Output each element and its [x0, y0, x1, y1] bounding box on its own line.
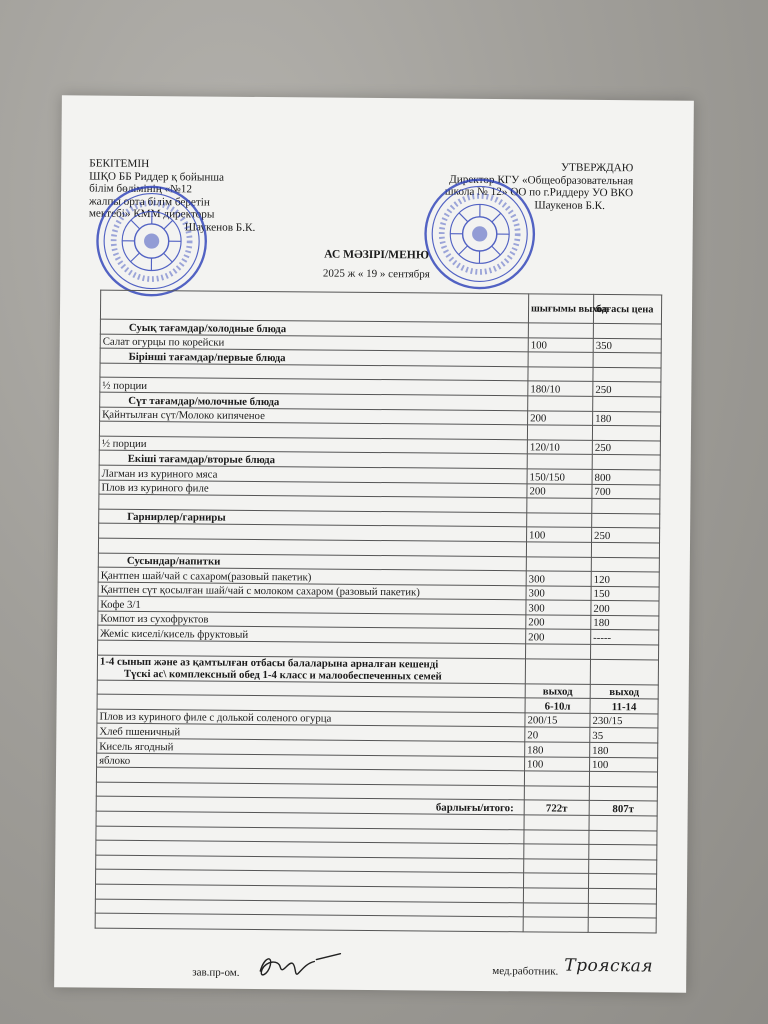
approval-left-signer: Шаукенов Б.К.	[184, 221, 256, 234]
menu-document	[54, 95, 694, 992]
approval-left-line: мектебі» КММ директоры	[88, 207, 215, 221]
dish-price	[592, 499, 660, 514]
official-seal-left	[94, 184, 209, 299]
empty-cell	[524, 859, 589, 874]
dish-name: Қантпен шай/чай с сахаром(разовый пакетик)	[98, 567, 526, 585]
complex-output-young: 200/15	[525, 713, 590, 728]
approval-right-signer: Шаукенов Б.К.	[534, 199, 606, 212]
dish-price	[591, 557, 659, 572]
dish-output: 300	[526, 600, 591, 615]
medical-worker-signature: Трояская	[564, 955, 654, 977]
dish-price: 350	[593, 338, 661, 353]
dish-output	[528, 323, 593, 338]
complex-lunch-title-line: 1-4 сынып және аз қамтылған отбасы балаларына арналған кешенді	[99, 655, 439, 671]
dish-price: 800	[592, 469, 660, 484]
kitchen-head-label: зав.пр-ом.	[192, 966, 240, 979]
empty-cell	[524, 844, 589, 859]
empty-cell	[524, 815, 589, 830]
complex-output-young: 180	[525, 742, 590, 757]
dish-price	[592, 455, 660, 470]
dish-output: 300	[526, 571, 591, 586]
dish-output	[526, 542, 591, 557]
dish-output: 150/150	[527, 469, 592, 484]
dish-name: Кофе 3/1	[98, 596, 526, 614]
dish-output: 200	[526, 629, 591, 644]
complex-output-older: 100	[590, 757, 658, 772]
category-name: Екіші тағамдар/вторые блюда	[99, 450, 527, 468]
complex-output-older: 180	[590, 742, 658, 757]
complex-dish-name: яблоко	[97, 753, 525, 771]
dish-price	[592, 426, 660, 441]
category-name: Сүт тағамдар/молочные блюда	[100, 392, 528, 410]
dish-price: 120	[591, 571, 659, 586]
dish-price: 250	[592, 440, 660, 455]
dish-price	[591, 644, 659, 659]
dish-price	[593, 353, 661, 368]
dish-name: Қайнтылған сүт/Молоко кипяченое	[100, 407, 528, 425]
approval-left-line: ШҚО ББ Риддер қ бойынша	[89, 170, 225, 184]
medical-worker-label: мед.работник.	[492, 965, 559, 978]
empty-cell	[589, 859, 657, 874]
empty-cell	[588, 918, 656, 933]
dish-price: 700	[592, 484, 660, 499]
empty-cell	[590, 659, 658, 685]
empty-cell	[523, 902, 588, 917]
dish-name: ½ порции	[100, 377, 528, 395]
menu-date: 2025 ж « 19 » сентября	[322, 267, 430, 281]
dish-price: 150	[591, 586, 659, 601]
column-header-output: шығымы выход	[528, 294, 593, 324]
total-label: барлығы/итого:	[96, 796, 524, 814]
dish-output: 300	[526, 586, 591, 601]
complex-lunch-title-line: Түскі ас\ комплексный обед 1-4 класс и малообеспеченных семей	[123, 667, 442, 683]
complex-output-young: 20	[525, 727, 590, 742]
total-young: 722т	[524, 800, 589, 815]
approval-left-line: жалпы орта білім беретін	[88, 195, 210, 209]
dish-output	[527, 513, 592, 528]
complex-output-young	[524, 771, 589, 786]
dish-price	[593, 323, 661, 338]
kitchen-head-signature	[254, 949, 344, 984]
empty-cell	[523, 917, 588, 932]
dish-price: 180	[593, 411, 661, 426]
age-group-label: 6-10л	[525, 698, 590, 713]
dish-output	[526, 644, 591, 659]
complex-output-young	[524, 786, 589, 801]
age-group-label: 11-14	[590, 699, 658, 714]
column-header-price: бағасы цена	[593, 294, 661, 324]
complex-output-older: 230/15	[590, 713, 658, 728]
dish-price: -----	[591, 630, 659, 645]
dish-output	[528, 352, 593, 367]
category-name: Суық тағамдар/холодные блюда	[100, 319, 528, 337]
dish-output	[527, 498, 592, 513]
dish-output	[528, 367, 593, 382]
empty-cell	[95, 913, 523, 931]
dish-output: 200	[527, 483, 592, 498]
approval-right-line: школа № 12» ОО по г.Риддеру УО ВКО	[444, 185, 634, 200]
menu-title: АС МӘЗІРІ/МЕНЮ	[324, 247, 429, 262]
category-name: Сусындар/напитки	[98, 553, 526, 571]
dish-output	[526, 556, 591, 571]
complex-dish-name: Хлеб пшеничный	[97, 724, 525, 742]
dish-output	[528, 396, 593, 411]
empty-cell	[588, 888, 656, 903]
dish-name: Салат огурцы по корейски	[100, 334, 528, 352]
dish-name: Қантпен сүт қосылған шай/чай с молоком сахаром (разовый пакетик)	[98, 582, 526, 600]
complex-output-older	[589, 786, 657, 801]
complex-header-output: выход	[525, 683, 590, 698]
empty-cell	[525, 658, 590, 684]
dish-name: Жеміс киселі/кисель фруктовый	[98, 626, 526, 644]
approval-right-line: Директор КГУ «Общеобразовательная	[449, 173, 634, 187]
category-name: Гарнирлер/гарниры	[99, 509, 527, 527]
dish-output	[527, 425, 592, 440]
dish-price: 180	[591, 615, 659, 630]
menu-table	[95, 290, 663, 934]
dish-output: 200	[528, 410, 593, 425]
empty-cell	[524, 829, 589, 844]
approval-left-line: БЕКІТЕМІН	[89, 157, 150, 171]
complex-header-output: выход	[590, 684, 658, 699]
dish-price	[592, 513, 660, 528]
column-header-dish	[100, 290, 528, 323]
empty-cell	[589, 830, 657, 845]
complex-lunch-title	[97, 655, 525, 684]
dish-output: 200	[526, 615, 591, 630]
dish-price	[593, 367, 661, 382]
dish-output: 100	[528, 337, 593, 352]
category-name: Бірінші тағамдар/первые блюда	[100, 348, 528, 366]
dish-price: 250	[593, 382, 661, 397]
dish-name: Компот из сухофруктов	[98, 611, 526, 629]
empty-cell	[523, 888, 588, 903]
total-older: 807т	[589, 801, 657, 816]
empty-cell	[589, 874, 657, 889]
complex-dish-name: Плов из куриного филе с долькой соленого огурца	[97, 709, 525, 727]
dish-output: 180/10	[528, 381, 593, 396]
dish-price: 250	[592, 528, 660, 543]
complex-output-older	[589, 772, 657, 787]
dish-output: 120/10	[527, 440, 592, 455]
empty-cell	[589, 815, 657, 830]
complex-output-young: 100	[525, 756, 590, 771]
dish-name: Лагман из куриного мяса	[99, 465, 527, 483]
dish-price	[591, 542, 659, 557]
approval-right-line: УТВЕРЖДАЮ	[561, 161, 634, 175]
dish-price: 200	[591, 601, 659, 616]
dish-price	[593, 396, 661, 411]
dish-output: 100	[527, 527, 592, 542]
dish-name: Плов из куриного филе	[99, 480, 527, 498]
complex-dish-name: Кисель ягодный	[97, 738, 525, 756]
complex-output-older: 35	[590, 728, 658, 743]
approval-left-line: білім бөлімінің «№12	[89, 182, 193, 196]
empty-cell	[588, 903, 656, 918]
empty-cell	[589, 845, 657, 860]
dish-name: ½ порции	[99, 436, 527, 454]
empty-cell	[524, 873, 589, 888]
dish-output	[527, 454, 592, 469]
